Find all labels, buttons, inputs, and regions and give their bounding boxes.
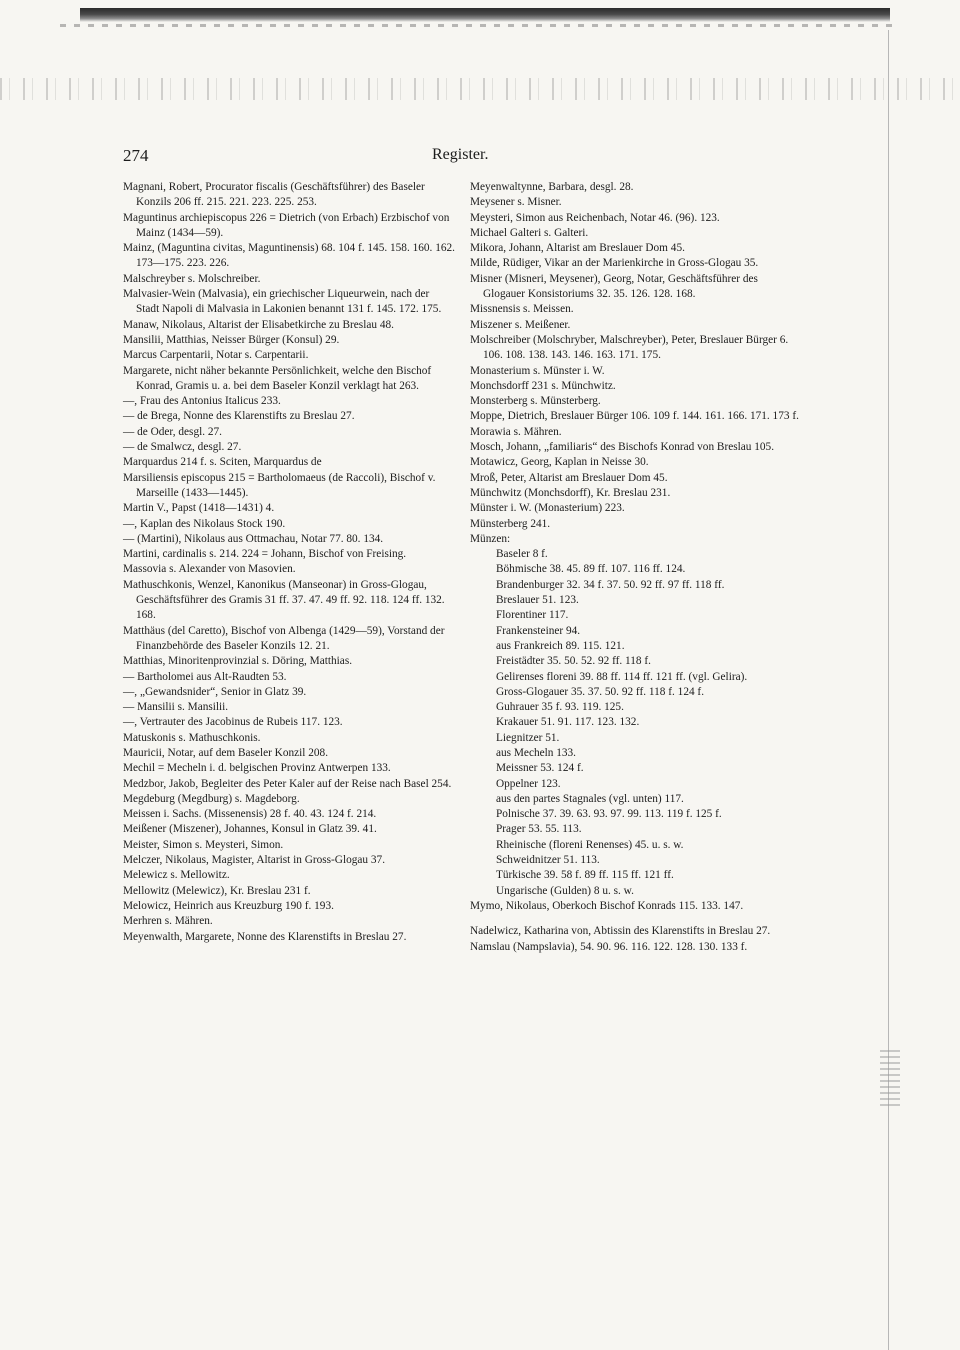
index-entry: Mikora, Johann, Altarist am Breslauer Dom 45. [470,242,685,255]
coin-entry: aus Mecheln 133. [496,746,576,759]
coin-entry: Prager 53. 55. 113. [496,823,582,836]
index-entry: Manaw, Nikolaus, Altarist der Elisabetkirche zu Breslau 48. [123,318,394,331]
coin-entry: Rheinische (floreni Renenses) 45. u. s. w. [496,838,684,851]
coin-entry: Oppelner 123. [496,777,561,790]
index-entry: Michael Galteri s. Galteri. [470,226,589,239]
index-entry: Monasterium s. Münster i. W. [470,364,605,377]
index-entry: —, „Gewandsnider“, Senior in Glatz 39. [123,685,307,698]
index-entry: — de Brega, Nonne des Klarenstifts zu Breslau 27. [123,410,355,423]
index-entry: Matthias, Minoritenprovinzial s. Döring, Matthias. [123,655,353,668]
coin-entry: Türkische 39. 58 f. 89 ff. 115 ff. 121 ff. [496,869,674,882]
index-entry: Maguntinus archiepiscopus 226 = Dietrich (von Erbach) Erzbischof von Mainz (1434—59). [123,211,450,239]
index-entry: Meysener s. Misner. [470,196,562,209]
index-entry: Mosch, Johann, „familiaris“ des Bischofs Konrad von Breslau 105. [470,441,775,454]
index-entry: Meysteri, Simon aus Reichenbach, Notar 46. (96). 123. [470,211,720,224]
index-entry: Meister, Simon s. Meysteri, Simon. [123,838,284,851]
index-entry: Molschreiber (Molschryber, Malschreyber), Peter, Breslauer Bürger 6. 106. 108. 138. 143. 146. 163. 171. 175. [470,333,789,362]
index-entry: Monchsdorff 231 s. Münchwitz. [470,379,616,392]
coin-entry: Gross-Glogauer 35. 37. 50. 92 ff. 118 f. 124 f. [496,685,705,698]
scan-specks [0,78,960,100]
index-entry: Massovia s. Alexander von Masovien. [123,563,296,576]
coin-entry: Frankensteiner 94. [496,624,581,637]
coin-entry: Krakauer 51. 91. 117. 123. 132. [496,716,640,729]
index-entry: Münster i. W. (Monasterium) 223. [470,502,625,515]
coin-entry: Schweidnitzer 51. 113. [496,854,600,867]
index-entry: Mymo, Nikolaus, Oberkoch Bischof Konrads 115. 133. 147. [470,899,744,912]
index-entry: Namslau (Nampslavia), 54. 90. 96. 116. 122. 128. 130. 133 f. [470,940,748,953]
index-entry: Meissen i. Sachs. (Missenensis) 28 f. 40. 43. 124 f. 214. [123,808,377,821]
index-entry: Mathuschkonis, Wenzel, Kanonikus (Manseonar) in Gross-Glogau, Geschäftsführer des Gramis 31 ff. 37. 47. 49 ff. 92. 118. 124 ff. 132. 168. [123,578,445,622]
index-entry: Milde, Rüdiger, Vikar an der Marienkirche in Gross-Glogau 35. [470,257,759,270]
index-entry: Münsterberg 241. [470,517,551,530]
index-entry: Mellowitz (Melewicz), Kr. Breslau 231 f. [123,884,311,897]
index-entry: Miszener s. Meißener. [470,318,571,331]
coin-entry: Polnische 37. 39. 63. 93. 97. 99. 113. 119 f. 125 f. [496,808,722,821]
scan-right-edge [888,30,889,1350]
index-entry: Meyenwaltynne, Barbara, desgl. 28. [470,181,634,193]
index-entry: — Bartholomei aus Alt-Raudten 53. [123,670,287,683]
scan-top-noise [60,24,900,27]
coin-entry: Baseler 8 f. [496,548,548,561]
coin-entry: Gelirenses floreni 39. 88 ff. 114 ff. 121 ff. (vgl. Gelira). [496,670,748,683]
index-entry: —, Frau des Antonius Italicus 233. [123,395,281,408]
index-entry: Melewicz s. Mellowitz. [123,869,230,882]
index-entry: Melczer, Nikolaus, Magister, Altarist in Gross-Glogau 37. [123,854,386,867]
index-entry: Magnani, Robert, Procurator fiscalis (Geschäftsführer) des Baseler Konzils 206 ff. 215. 221. 223. 225. 253. [123,181,425,209]
index-entry: Marsiliensis episcopus 215 = Bartholomaeus (de Raccoli), Bischof v. Marseille (1433—1445). [123,471,436,499]
index-entry: Mechil = Mecheln i. d. belgischen Provinz Antwerpen 133. [123,762,391,775]
scan-top-edge [80,8,890,22]
index-entry: Motawicz, Georg, Kaplan in Neisse 30. [470,456,649,469]
coin-entry: aus Frankreich 89. 115. 121. [496,639,625,652]
running-title: Register. [432,146,489,163]
index-entry: — Mansilii s. Mansilii. [123,701,229,714]
index-entry: Moppe, Dietrich, Breslauer Bürger 106. 109 f. 144. 161. 166. 171. 173 f. [470,410,799,423]
index-entry: Martin V., Papst (1418—1431) 4. [123,502,275,515]
index-entry: Mansilii, Matthias, Neisser Bürger (Konsul) 29. [123,333,340,346]
index-entry: Monsterberg s. Münsterberg. [470,395,601,408]
index-entry: Matuskonis s. Mathuschkonis. [123,731,261,744]
index-entry: Marquardus 214 f. s. Sciten, Marquardus de [123,456,322,469]
right-column [470,180,800,955]
index-entry: — de Oder, desgl. 27. [123,425,223,438]
index-entry: Meißener (Miszener), Johannes, Konsul in Glatz 39. 41. [123,823,377,836]
index-entry: Matthäus (del Caretto), Bischof von Albenga (1429—59), Vorstand der Finanzbehörde des Baseler Konzils 12. 21. [123,624,445,652]
index-entry: Münchwitz (Monchsdorff), Kr. Breslau 231. [470,486,671,499]
coin-entry: aus den partes Stagnales (vgl. unten) 117. [496,792,684,805]
index-entry: — (Martini), Nikolaus aus Ottmachau, Notar 77. 80. 134. [123,532,384,545]
index-entry: Morawia s. Mähren. [470,425,562,438]
index-entry: Nadelwicz, Katharina von, Abtissin des Klarenstifts in Breslau 27. [470,925,771,938]
index-entry: Mroß, Peter, Altarist am Breslauer Dom 45. [470,471,668,484]
coin-entry: Ungarische (Gulden) 8 u. s. w. [496,884,634,897]
coin-entry: Breslauer 51. 123. [496,594,579,607]
scan-right-noise [880,1050,900,1110]
coin-entry: Liegnitzer 51. [496,731,560,744]
coin-entry: Meissner 53. 124 f. [496,762,584,775]
index-entry: Medzbor, Jakob, Begleiter des Peter Kaler auf der Reise nach Basel 254. [123,777,452,790]
index-entry: Marcus Carpentarii, Notar s. Carpentarii. [123,349,309,362]
index-entry: —, Kaplan des Nikolaus Stock 190. [123,517,286,530]
index-entry: Megdeburg (Megdburg) s. Magdeborg. [123,792,300,805]
index-entry: Mauricii, Notar, auf dem Baseler Konzil 208. [123,746,329,759]
index-entry: Mainz, (Maguntina civitas, Maguntinensis) 68. 104 f. 145. 158. 160. 162. 173—175. 223. 226. [123,242,455,270]
index-entry: Malschreyber s. Molschreiber. [123,272,261,285]
index-entry: Martini, cardinalis s. 214. 224 = Johann, Bischof von Freising. [123,548,407,561]
left-column [123,180,455,945]
page-number: 274 [123,146,149,165]
index-entry: Margarete, nicht näher bekannte Persönlichkeit, welche den Bischof Konrad, Gramis u. a. bei dem Baseler Konzil verklagt hat 263. [123,364,432,392]
index-entry: — de Smalwcz, desgl. 27. [123,441,242,454]
index-entry: Meyenwalth, Margarete, Nonne des Klarenstifts in Breslau 27. [123,930,407,943]
index-entry: Malvasier-Wein (Malvasia), ein griechischer Liqueurwein, nach der Stadt Napoli di Malvasia in Lakonien benannt 131 f. 145. 172. 175. [123,288,442,316]
index-entry: Münzen: [470,532,511,545]
coin-entry: Brandenburger 32. 34 f. 37. 50. 92 ff. 97 ff. 118 ff. [496,578,725,591]
index-entry: —, Vertrauter des Jacobinus de Rubeis 117. 123. [123,716,343,729]
coin-entry: Böhmische 38. 45. 89 ff. 107. 116 ff. 124. [496,563,686,576]
index-entry: Misner (Misneri, Meysener), Georg, Notar, Geschäftsführer des Glogauer Konsistoriums 32. 35. 126. 128. 168. [470,272,758,301]
index-entry: Missnensis s. Meissen. [470,303,574,316]
coin-entry: Florentiner 117. [496,609,569,622]
index-entry: Melowicz, Heinrich aus Kreuzburg 190 f. 193. [123,899,334,912]
coin-entry: Guhrauer 35 f. 93. 119. 125. [496,701,624,714]
index-entry: Merhren s. Mähren. [123,915,213,928]
coin-entry: Freistädter 35. 50. 52. 92 ff. 118 f. [496,655,651,668]
